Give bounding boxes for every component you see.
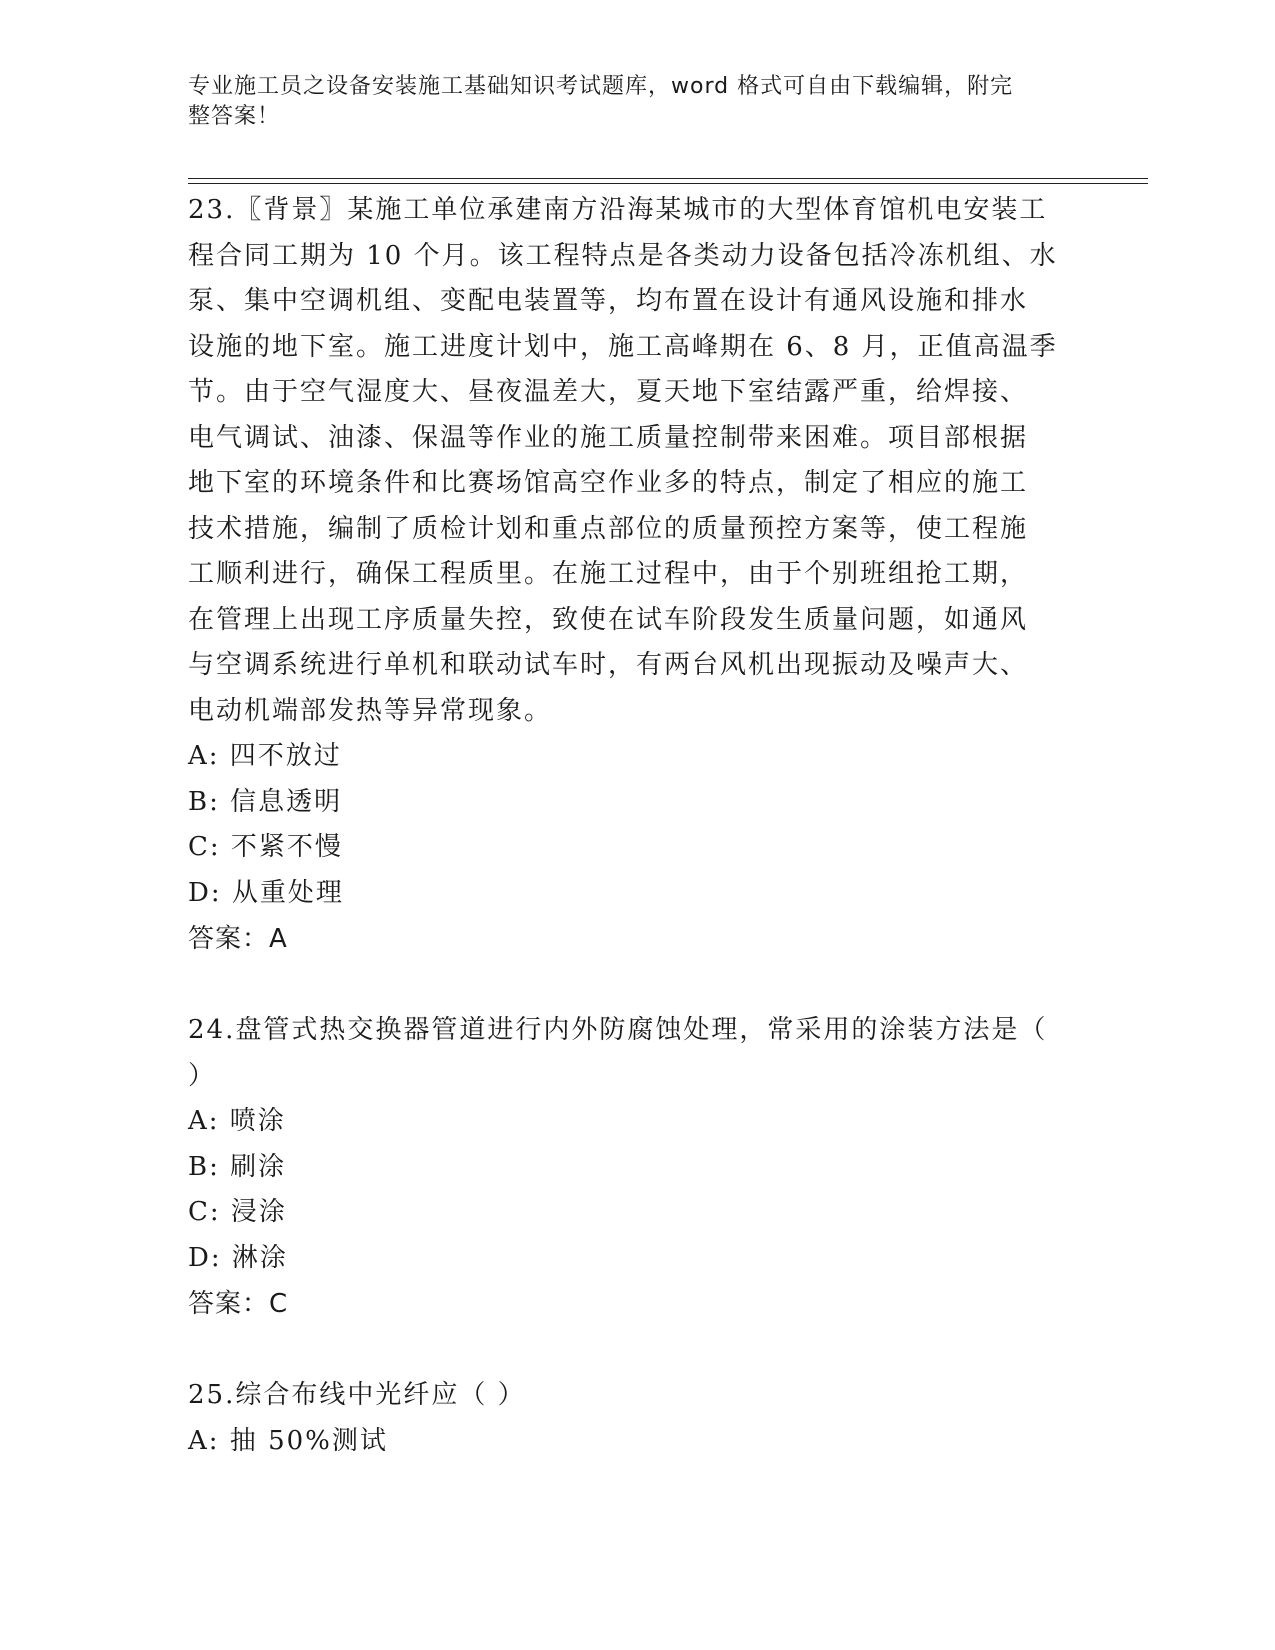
question-23-line: 地下室的环境条件和比赛场馆高空作业多的特点，制定了相应的施工 [188,468,1029,498]
question-24-option-c: C: 浸涂 [188,1197,287,1227]
question-23-line: 23.〖背景〗某施工单位承建南方沿海某城市的大型体育馆机电安装工 [188,195,1048,225]
question-24-option-a: A: 喷涂 [188,1106,286,1136]
question-23-option-b: B: 信息透明 [188,786,343,817]
question-25-line: 25.综合布线中光纤应（ ） [188,1380,526,1410]
question-24-answer: 答案：C [188,1289,289,1319]
question-23-line: 在管理上出现工序质量失控，致使在试车阶段发生质量问题，如通风 [188,604,1029,635]
question-23-line: 泵、集中空调机组、变配电装置等，均布置在设计有通风设施和排水 [188,286,1029,316]
document-header [188,72,1068,132]
header-rule-top [188,178,1148,179]
question-23-line: 与空调系统进行单机和联动试车时，有两台风机出现振动及噪声大、 [188,650,1029,680]
header-line-2: 整答案！ [188,104,281,129]
question-list [188,188,1068,1464]
question-23-line: 节。由于空气湿度大、昼夜温差大，夏天地下室结露严重，给焊接、 [188,377,1029,407]
question-23-option-a: A: 四不放过 [188,741,342,771]
question-23-option-c: C: 不紧不慢 [188,832,343,862]
question-23-line: 电动机端部发热等异常现象。 [188,695,553,726]
question-24-option-d: D: 淋涂 [188,1242,288,1273]
question-24-option-b: B: 刷涂 [188,1151,287,1182]
question-23-line: 电气调试、油漆、保温等作业的施工质量控制带来困难。项目部根据 [188,422,1029,453]
question-25 [188,1373,1068,1464]
question-24-line: ） [188,1060,217,1091]
question-24-line: 24.盘管式热交换器管道进行内外防腐蚀处理，常采用的涂装方法是（ [188,1015,1048,1045]
question-23 [188,188,1068,962]
question-23-answer: 答案：A [188,924,288,954]
question-23-line: 技术措施，编制了质检计划和重点部位的质量预控方案等，使工程施 [188,513,1029,544]
question-23-line: 程合同工期为 10 个月。该工程特点是各类动力设备包括冷冻机组、水 [188,240,1058,271]
question-25-option-a: A: 抽 50%测试 [188,1425,388,1456]
question-23-line: 工顺利进行，确保工程质里。在施工过程中，由于个别班组抢工期， [188,559,1029,589]
header-line-1: 专业施工员之设备安装施工基础知识考试题库，word 格式可自由下载编辑，附完 [188,74,1014,99]
question-23-line: 设施的地下室。施工进度计划中，施工高峰期在 6、8 月，正值高温季 [188,331,1058,362]
header-rule-bottom [188,183,1148,184]
question-spacer [188,1327,1068,1373]
question-23-option-d: D: 从重处理 [188,877,344,908]
question-24 [188,1008,1068,1327]
question-spacer [188,962,1068,1008]
